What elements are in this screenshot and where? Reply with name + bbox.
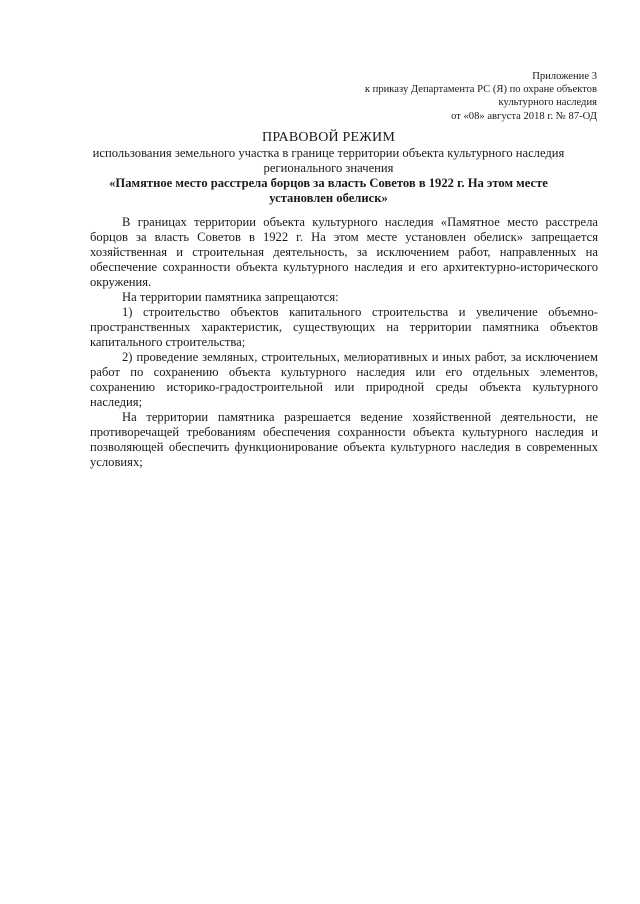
appendix-header [365, 70, 597, 123]
order-reference-cont: культурного наследия [498, 97, 597, 109]
appendix-number: Приложение 3 [532, 71, 597, 82]
order-reference: к приказу Департамента РС (Я) по охране объектов [364, 84, 597, 96]
document-subtitle-line1: использования земельного участка в границе территории объекта культурного наследия [92, 146, 565, 160]
paragraph-restriction-intro: В границах территории объекта культурного наследия «Памятное место расстрела борцов за власть Советов в 1922 г. На этом месте установлен обелиск» запрещается хозяйственная и строительная деятельность, за исключением работ, направленных на обеспечение сохранности объекта культурного наследия и его архитектурно-исторического окружения. [90, 215, 598, 289]
site-name-line2: установлен обелиск» [269, 191, 388, 205]
document-subtitle-line2: регионального значения [263, 161, 394, 175]
paragraph-prohibited-heading: На территории памятника запрещаются: [122, 290, 339, 304]
site-name-line1: «Памятное место расстрела борцов за власть Советов в 1922 г. На этом месте [109, 176, 548, 190]
order-date-number: от «08» августа 2018 г. № 87-ОД [451, 110, 597, 122]
document-title: ПРАВОВОЙ РЕЖИМ [262, 130, 395, 145]
paragraph-permitted: На территории памятника разрешается ведение хозяйственной деятельности, не противоречащей требованиям обеспечения сохранности объекта культурного наследия и позволяющей обеспечить функционирование объекта культурного наследия в современных условиях; [90, 410, 598, 469]
title-block [60, 130, 597, 206]
document-body [90, 215, 598, 470]
paragraph-item-2: 2) проведение земляных, строительных, мелиоративных и иных работ, за исключением работ по сохранению объекта культурного наследия или его отдельных элементов, сохранению историко-градостроительной или природной среды объекта культурного наследия; [90, 350, 598, 409]
paragraph-item-1: 1) строительство объектов капитального строительства и увеличение объемно-пространственных характеристик, существующих на территории памятника объектов капитального строительства; [90, 305, 598, 349]
